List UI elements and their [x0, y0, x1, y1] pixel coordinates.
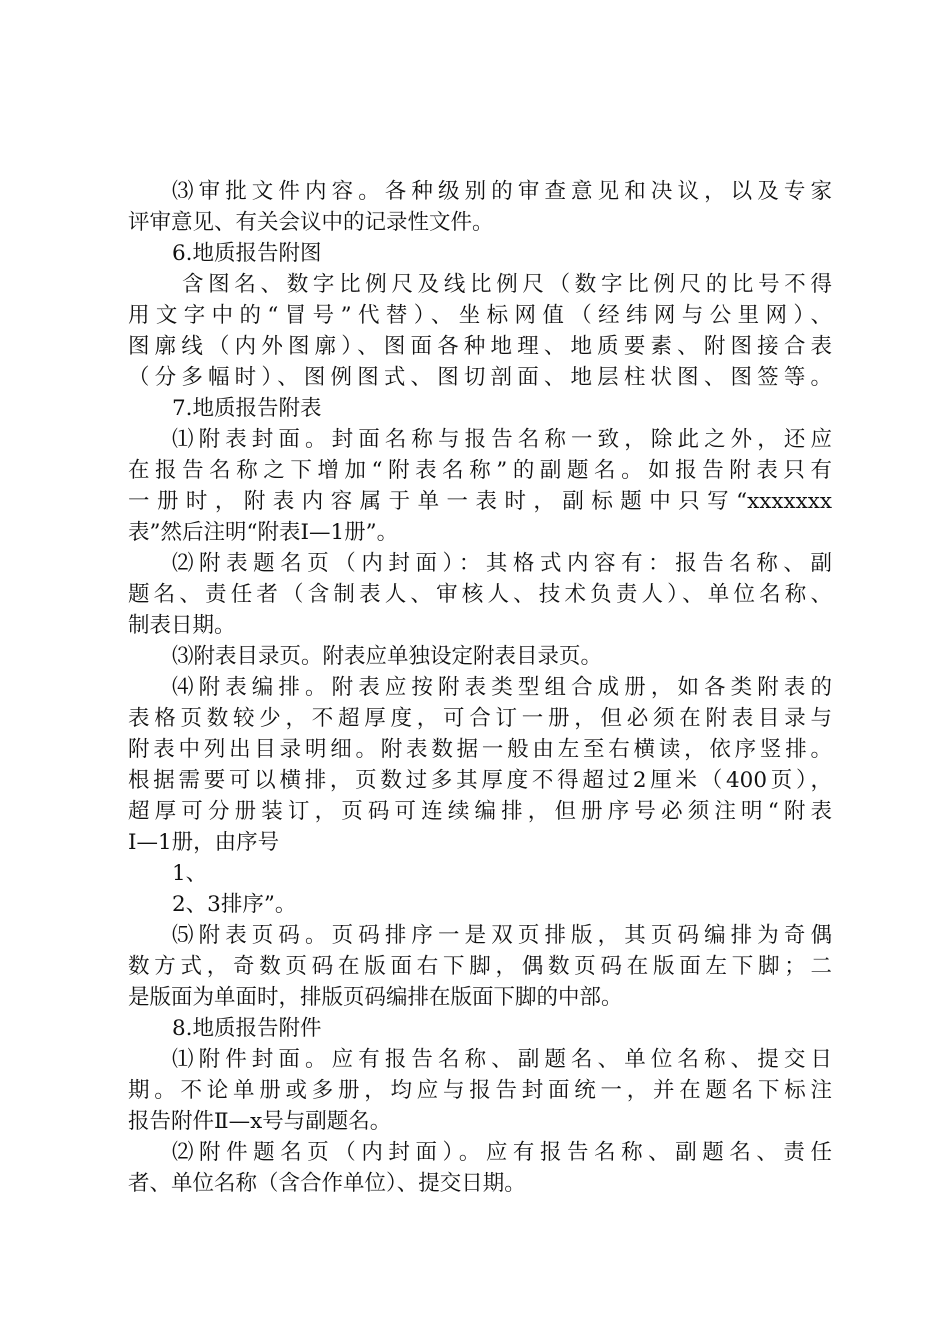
text-line: 期。不论单册或多册，均应与报告封面统一，并在题名下标注	[128, 1078, 832, 1103]
text-line: 用文字中的“冒号”代替）、坐标网值（经纬网与公里网）、	[128, 303, 832, 328]
text-line: ⑶审批文件内容。各种级别的审查意见和决议，以及专家	[172, 179, 832, 204]
text-line: 一册时，附表内容属于单一表时，副标题中只写“xxxxxxx	[128, 489, 832, 514]
text-line: 含图名、数字比例尺及线比例尺（数字比例尺的比号不得	[182, 272, 832, 297]
text-line: 2、3排序”。	[172, 892, 297, 917]
text-line: 数方式，奇数页码在版面右下脚，偶数页码在版面左下脚；二	[128, 954, 832, 979]
text-line: 者、单位名称（含合作单位）、提交日期。	[128, 1171, 526, 1196]
section-heading: 6.地质报告附图	[172, 241, 322, 266]
section-heading: 7.地质报告附表	[172, 396, 322, 421]
text-line: ⑶附表目录页。附表应单独设定附表目录页。	[172, 644, 603, 669]
text-line: Ⅰ—1册，由序号	[128, 830, 280, 855]
section-heading: 8.地质报告附件	[172, 1016, 322, 1041]
text-line: 根据需要可以横排，页数过多其厚度不得超过2厘米（400页），	[128, 768, 832, 793]
text-line: 制表日期。	[128, 613, 236, 638]
text-line: ⑴附件封面。应有报告名称、副题名、单位名称、提交日	[172, 1047, 832, 1072]
text-line: ⑴附表封面。封面名称与报告名称一致，除此之外，还应	[172, 427, 832, 452]
text-line: ⑸附表页码。页码排序一是双页排版，其页码编排为奇偶	[172, 923, 832, 948]
text-line: 评审意见、有关会议中的记录性文件。	[128, 210, 494, 235]
text-line: （分多幅时）、图例图式、图切剖面、地层柱状图、图签等。	[128, 365, 832, 390]
text-line: 超厚可分册装订，页码可连续编排，但册序号必须注明“附表	[128, 799, 832, 824]
text-line: 附表中列出目录明细。附表数据一般由左至右横读，依序竖排。	[128, 737, 832, 762]
text-line: 是版面为单面时，排版页码编排在版面下脚的中部。	[128, 985, 623, 1010]
text-line: ⑷附表编排。附表应按附表类型组合成册，如各类附表的	[172, 675, 832, 700]
text-line: 在报告名称之下增加“附表名称”的副题名。如报告附表只有	[128, 458, 832, 483]
text-line: 图廓线（内外图廓）、图面各种地理、地质要素、附图接合表	[128, 334, 832, 359]
text-line: ⑵附表题名页（内封面）：其格式内容有：报告名称、副	[172, 551, 832, 576]
document-body	[128, 176, 832, 1199]
text-line: 题名、责任者（含制表人、审核人、技术负责人）、单位名称、	[128, 582, 832, 607]
text-line: 报告附件Ⅱ—x号与副题名。	[128, 1109, 392, 1134]
text-line: 1、	[172, 861, 208, 886]
text-line: ⑵附件题名页（内封面）。应有报告名称、副题名、责任	[172, 1140, 832, 1165]
text-line: 表格页数较少，不超厚度，可合订一册，但必须在附表目录与	[128, 706, 832, 731]
text-line: 表”然后注明“附表Ⅰ—1册”。	[128, 520, 399, 545]
